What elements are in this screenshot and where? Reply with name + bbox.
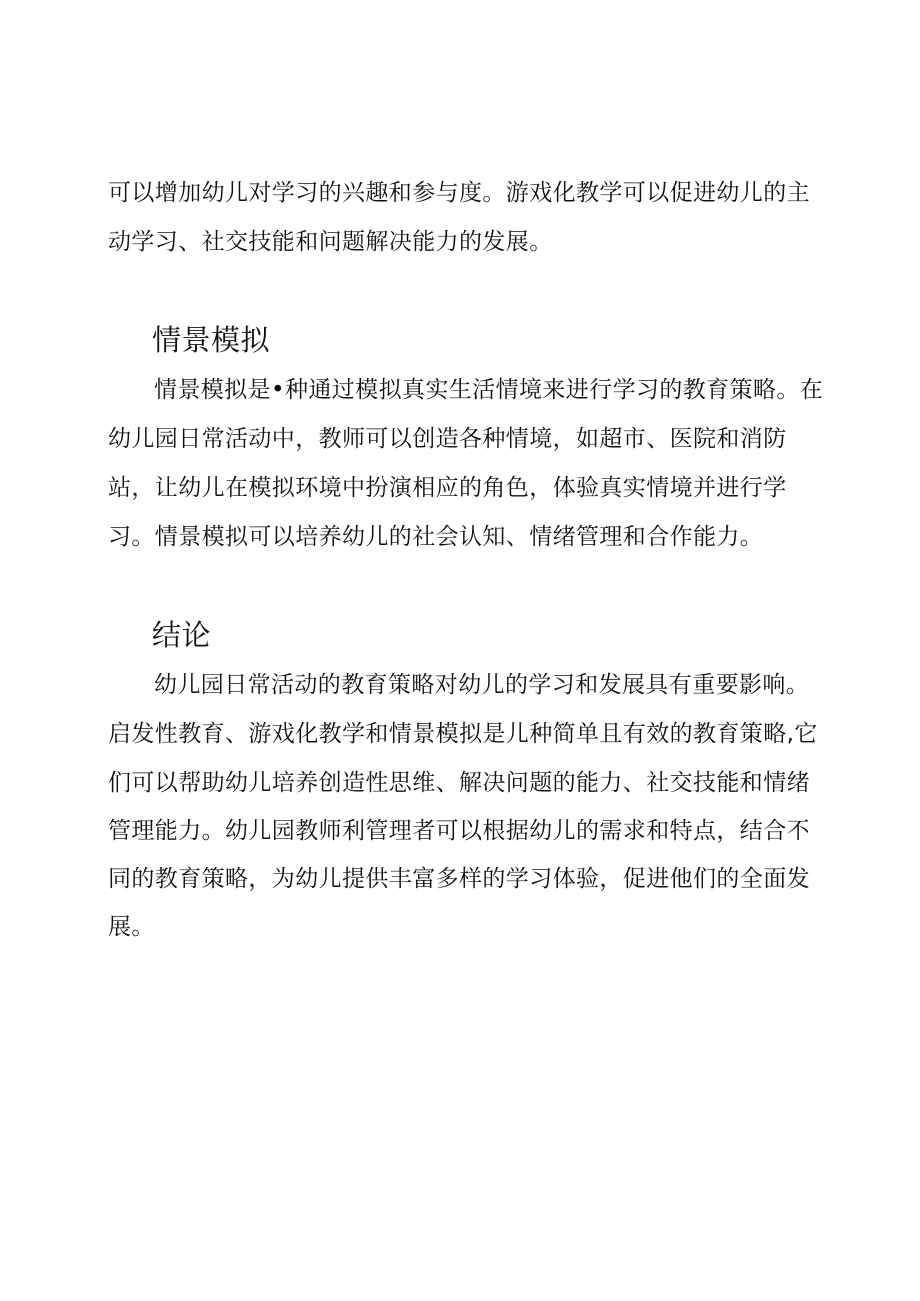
paragraph-line: 幼儿园日常活动中，教师可以创造各种情境，如超市、医院和消防 <box>108 426 787 452</box>
paragraph-line: 启发性教育、游戏化教学和情景模拟是儿种简单且有效的教育策略,它 <box>108 721 818 747</box>
paragraph-line: 幼儿园日常活动的教育策略对幼儿的学习和发展具有重要影响。 <box>154 672 810 698</box>
paragraph-line: 同的教育策略，为幼儿提供丰富多样的学习体验，促进他们的全面发 <box>108 866 810 892</box>
paragraph-line: 情景模拟是•种通过模拟真实生活情境来进行学习的教育策略。在 <box>154 377 824 403</box>
paragraph-line: 站，让幼儿在模拟环境中扮演相应的角色，体验真实情境并进行学 <box>108 475 787 501</box>
paragraph-line: 展。 <box>108 914 155 940</box>
paragraph-line: 管理能力。幼儿园教师利管理者可以根据幼儿的需求和特点，结合不 <box>108 818 810 844</box>
paragraph-line: 动学习、社交技能和问题解决能力的发展。 <box>108 229 553 255</box>
section-heading-conclusion: 结论 <box>152 618 212 652</box>
paragraph-line: 们可以帮助幼儿培养创造性思维、解决问题的能力、社交技能和情绪 <box>108 770 810 796</box>
paragraph-line: 习。情景模拟可以培养幼儿的社会认知、情绪管理和合作能力。 <box>108 524 764 550</box>
section-heading-scenario: 情景模拟 <box>152 323 271 357</box>
paragraph-line: 可以增加幼儿对学习的兴趣和参与度。游戏化教学可以促进幼儿的主 <box>108 180 810 206</box>
